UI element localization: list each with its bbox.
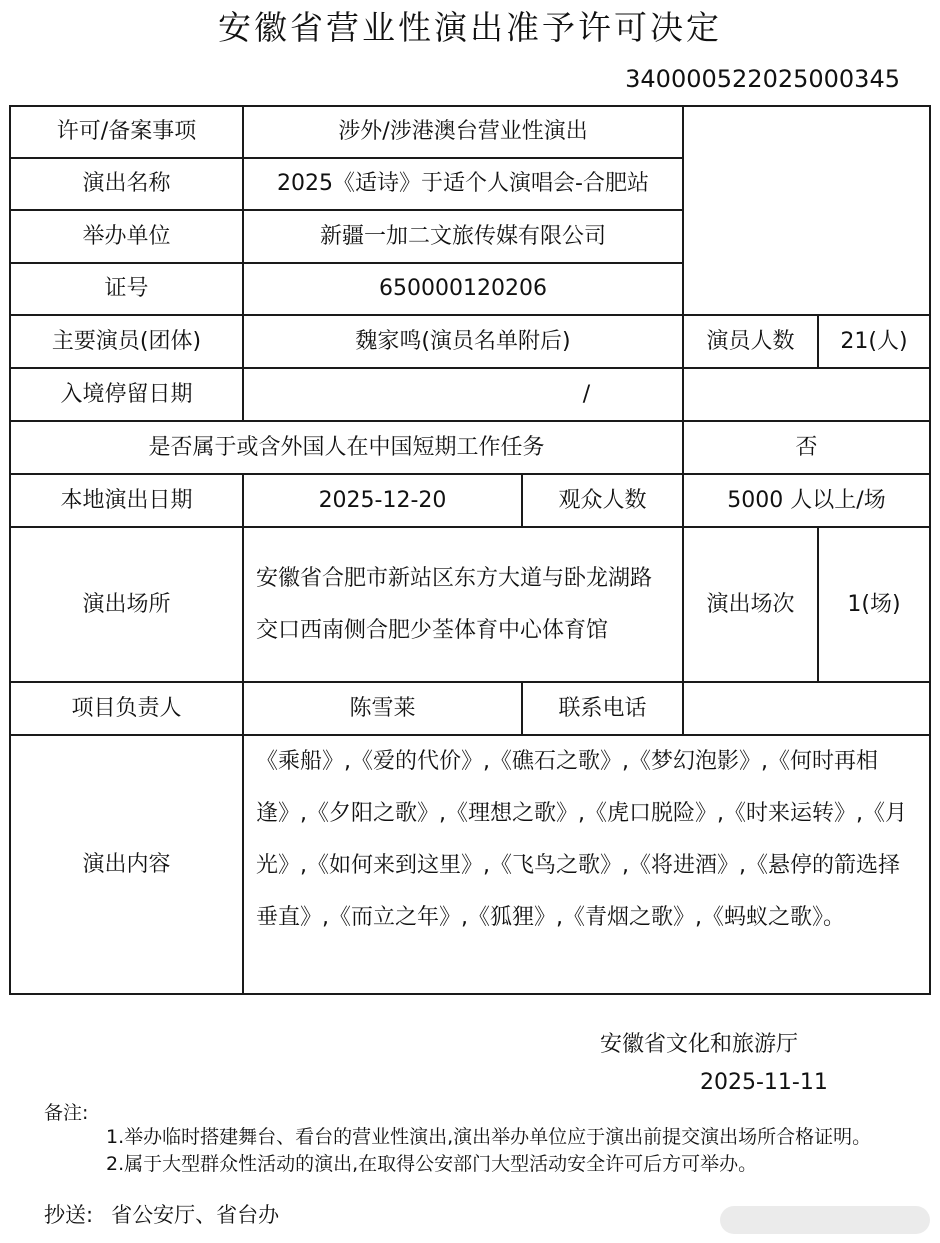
issue-date: 2025-11-11 — [700, 1070, 828, 1095]
main-performer-value: 魏家鸣(演员名单附后) — [355, 328, 571, 354]
entry-date-label: 入境停留日期 — [60, 381, 193, 407]
cc-value: 省公安厅、省台办 — [111, 1203, 280, 1227]
watermark — [720, 1206, 930, 1234]
audience-label: 观众人数 — [558, 487, 647, 513]
organizer-value: 新疆一加二文旅传媒有限公司 — [319, 223, 606, 249]
performer-count-label: 演员人数 — [706, 328, 795, 354]
note-line: 2.属于大型群众性活动的演出,在取得公安部门大型活动安全许可后方可举办。 — [106, 1153, 758, 1175]
short-term-work-label: 是否属于或含外国人在中国短期工作任务 — [148, 434, 545, 460]
organizer-label: 举办单位 — [82, 223, 171, 249]
manager-value: 陈雪莱 — [349, 695, 416, 721]
cc-line — [44, 1200, 279, 1230]
local-date-value: 2025-12-20 — [318, 487, 447, 513]
venue-value: 安徽省合肥市新站区东方大道与卧龙湖路交口西南侧合肥少荃体育中心体育馆 — [256, 565, 653, 643]
sessions-label: 演出场次 — [706, 591, 795, 617]
issuer: 安徽省文化和旅游厅 — [600, 1032, 799, 1057]
short-term-work-value: 否 — [795, 434, 818, 460]
notes-label: 备注: — [44, 1102, 89, 1124]
content-value: 《乘船》,《爱的代价》,《礁石之歌》,《梦幻泡影》,《何时再相逢》,《夕阳之歌》,《理想之歌》,《虎口脱险》,《时来运转》,《月光》,《如何来到这里》,《飞鸟之歌》,《将进酒》,《悬停的箭选择垂直》,《而立之年》,《狐狸》,《青烟之歌》,《蚂蚁之歌》。 — [256, 749, 907, 930]
table-line — [9, 993, 931, 995]
item-value: 涉外/涉港澳台营业性演出 — [338, 119, 588, 144]
content-label: 演出内容 — [82, 851, 171, 877]
local-date-label: 本地演出日期 — [60, 487, 193, 513]
sessions-value: 1(场) — [847, 591, 901, 617]
note-line: 1.举办临时搭建舞台、看台的营业性演出,演出举办单位应于演出前提交演出场所合格证明。 — [106, 1126, 872, 1148]
venue-label: 演出场所 — [82, 591, 171, 617]
main-performer-label: 主要演员(团体) — [51, 328, 202, 354]
audience-value: 5000 人以上/场 — [727, 487, 886, 513]
item-label: 许可/备案事项 — [56, 119, 197, 144]
performer-count-value: 21(人) — [840, 328, 908, 354]
phone-value — [684, 683, 929, 734]
table-line — [929, 105, 931, 995]
entry-date-value: / — [582, 381, 591, 407]
page-title: 安徽省营业性演出准予许可决定 — [218, 8, 722, 47]
document-number: 340000522025000345 — [625, 65, 900, 93]
license-label: 证号 — [104, 276, 149, 301]
cc-label: 抄送: — [44, 1203, 94, 1227]
phone-label: 联系电话 — [558, 695, 647, 721]
show-name-label: 演出名称 — [82, 171, 171, 196]
license-value: 650000120206 — [379, 276, 547, 301]
manager-label: 项目负责人 — [71, 695, 182, 721]
show-name-value: 2025《适诗》于适个人演唱会-合肥站 — [277, 171, 649, 196]
